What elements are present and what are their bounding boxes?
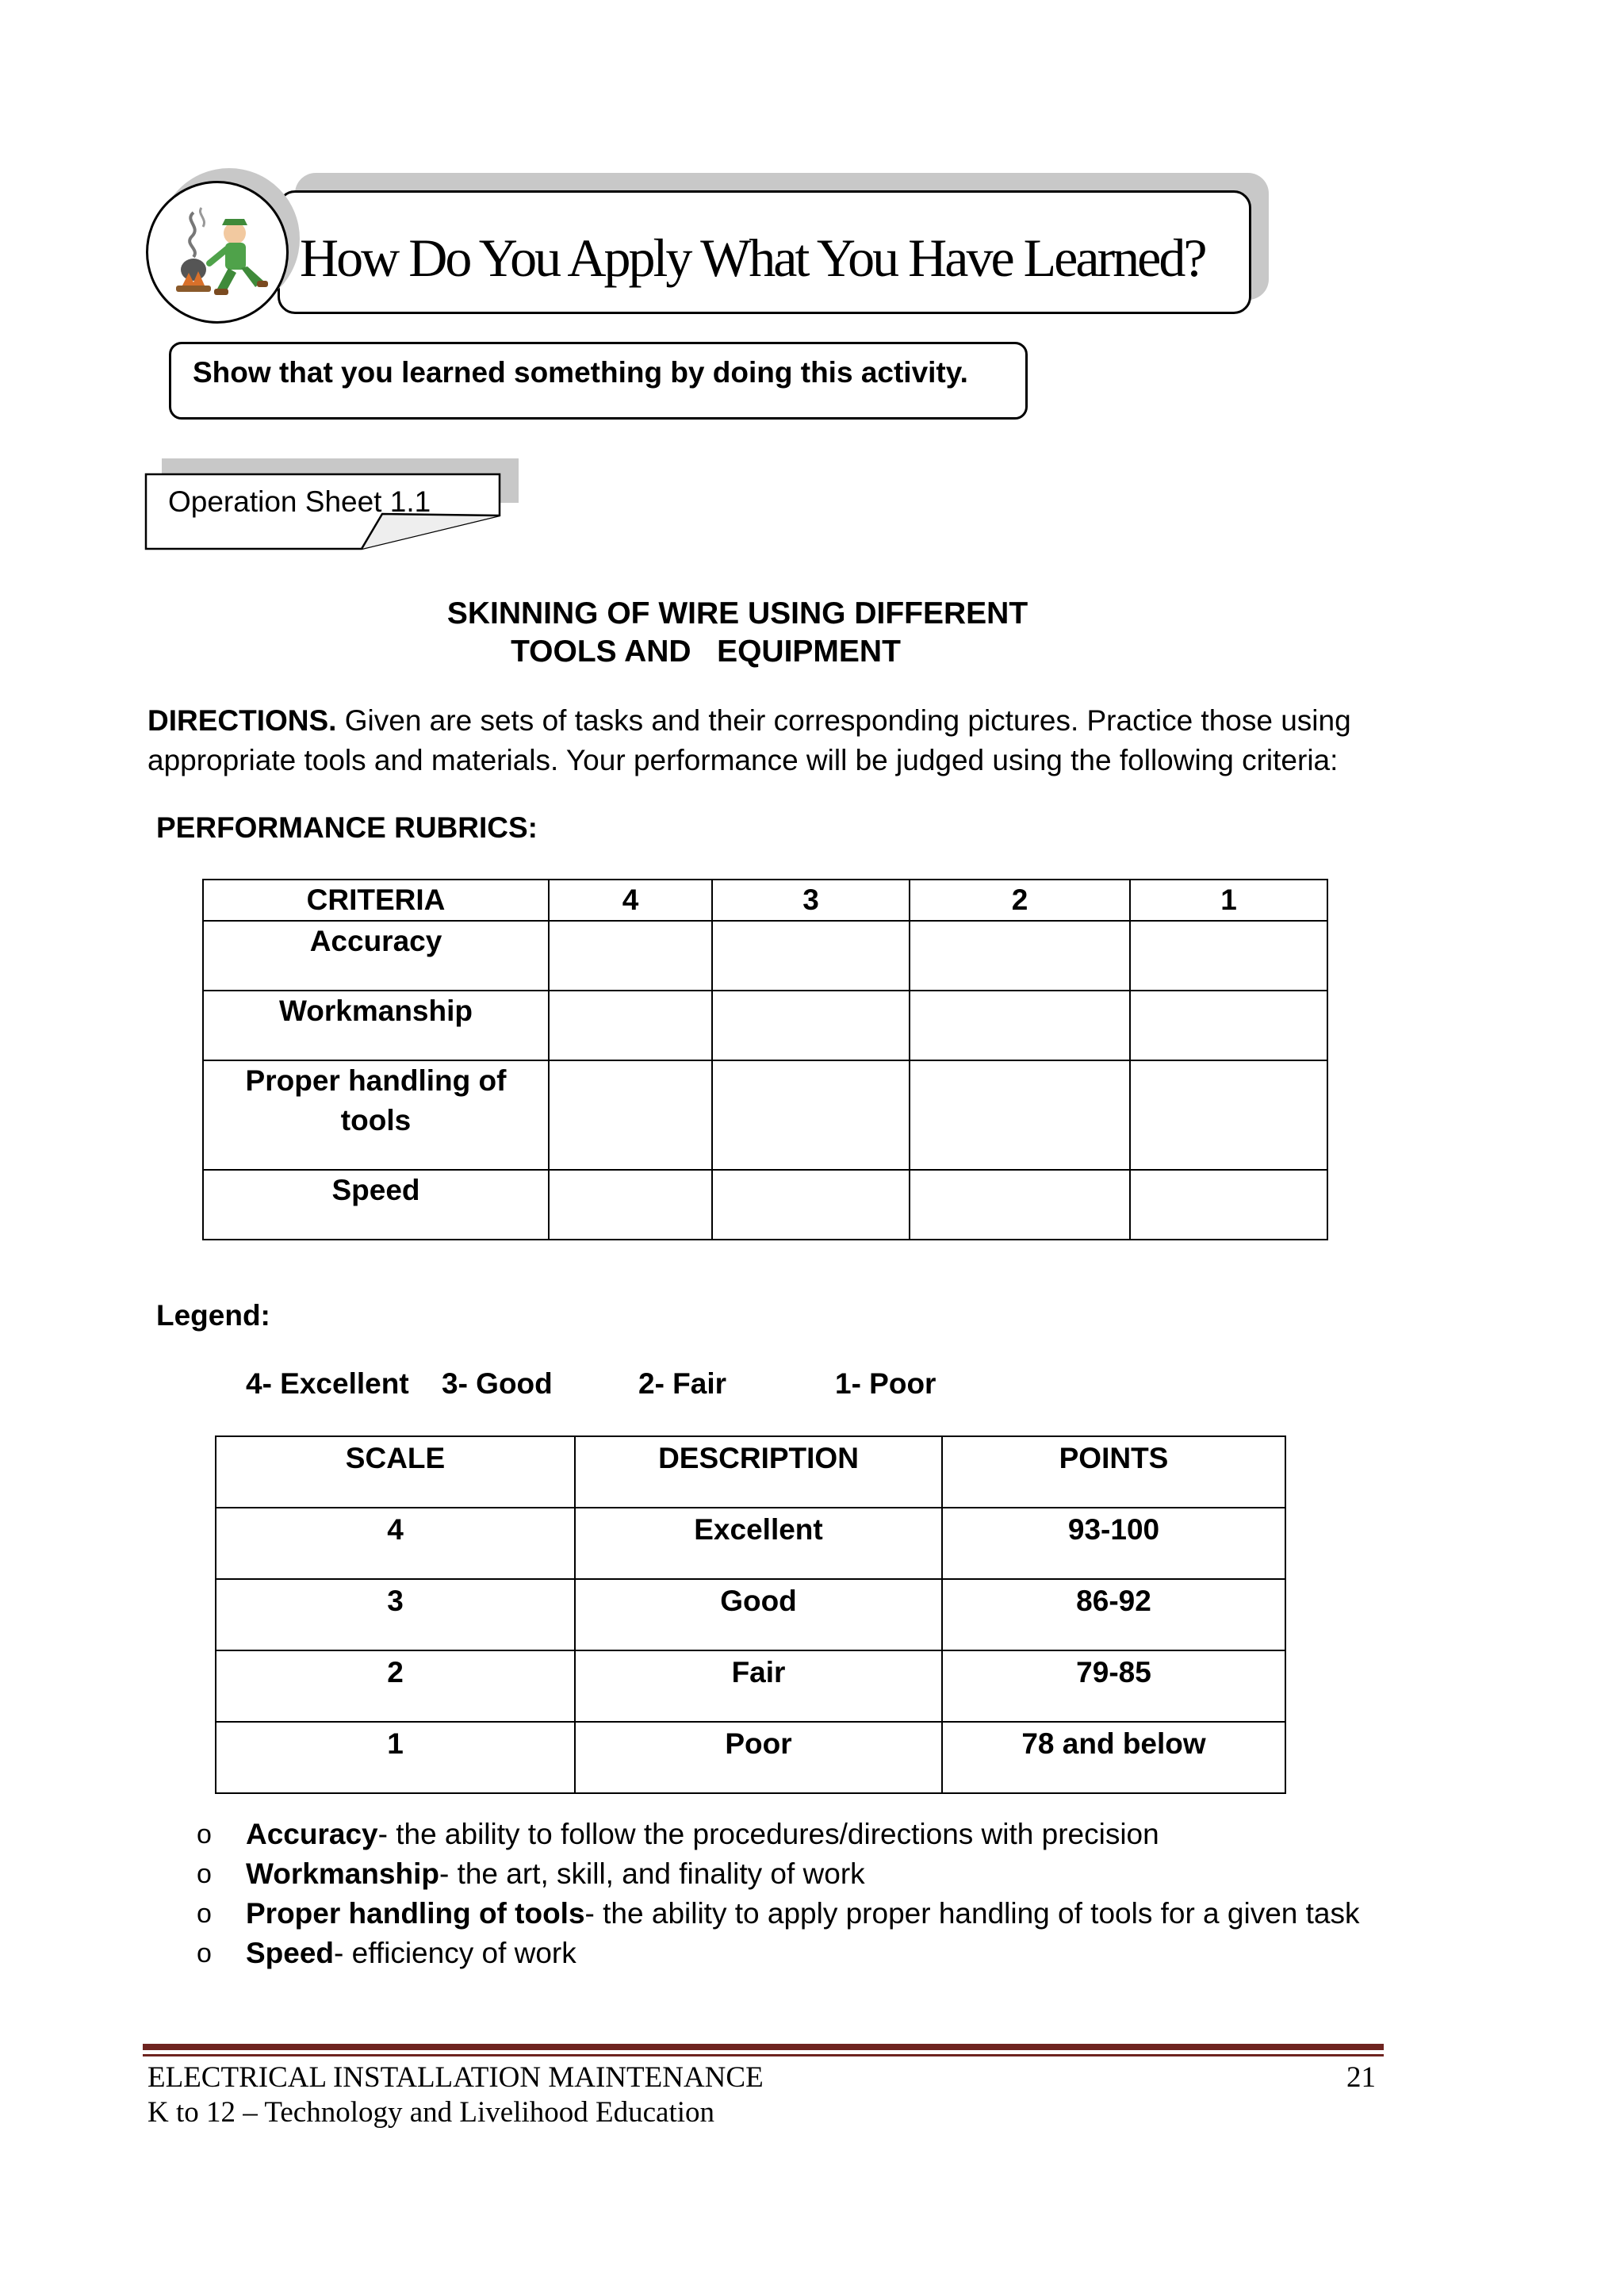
rubrics-heading: PERFORMANCE RUBRICS: — [156, 811, 538, 844]
scale-cell: 3 — [216, 1579, 575, 1650]
points-cell: 78 and below — [942, 1722, 1285, 1793]
table-row — [216, 1650, 1285, 1722]
score-cell — [712, 1170, 910, 1240]
score-cell — [549, 991, 712, 1060]
score-cell — [910, 1060, 1130, 1170]
bullet-icon: o — [197, 1899, 212, 1929]
scale-header-row — [216, 1436, 1285, 1508]
description-cell: Good — [575, 1579, 942, 1650]
list-item — [197, 1894, 1381, 1934]
operation-sheet-label: Operation Sheet 1.1 — [168, 485, 431, 518]
rubrics-header-cell: 3 — [712, 880, 910, 921]
list-item — [197, 1934, 1381, 1973]
bullet-icon: o — [197, 1819, 212, 1849]
description-cell: Poor — [575, 1722, 942, 1793]
table-row — [216, 1722, 1285, 1793]
activity-title-line1: SKINNING OF WIRE USING DIFFERENT — [446, 596, 1028, 631]
scale-cell: 2 — [216, 1650, 575, 1722]
legend-item: 3- Good — [442, 1367, 553, 1400]
legend-item: 4- Excellent — [246, 1367, 409, 1400]
scale-header-cell: POINTS — [942, 1436, 1285, 1508]
score-cell — [1130, 1060, 1327, 1170]
footer-rule — [143, 2044, 1384, 2050]
points-cell: 79-85 — [942, 1650, 1285, 1722]
rubrics-header-cell: 4 — [549, 880, 712, 921]
definition-term: Speed — [246, 1937, 335, 1969]
definition-text: - the art, skill, and finality of work — [439, 1857, 865, 1890]
directions-text: Given are sets of tasks and their corresponding pictures. Practice those using appropriate tools and materials. Your performance will be judged using the following criteria: — [147, 704, 1351, 776]
rubrics-header-cell: CRITERIA — [203, 880, 549, 921]
icon-circle — [146, 181, 289, 324]
list-item — [197, 1854, 1381, 1894]
activity-title-line2: TOOLS AND EQUIPMENT — [511, 634, 901, 669]
legend-item: 1- Poor — [835, 1367, 936, 1400]
bullet-icon: o — [197, 1859, 212, 1889]
score-cell — [910, 921, 1130, 991]
list-item — [197, 1815, 1381, 1854]
definition-text: - the ability to follow the procedures/directions with precision — [377, 1818, 1159, 1850]
points-cell: 86-92 — [942, 1579, 1285, 1650]
description-cell: Fair — [575, 1650, 942, 1722]
score-cell — [712, 991, 910, 1060]
table-row — [216, 1579, 1285, 1650]
scale-header-cell: SCALE — [216, 1436, 575, 1508]
definition-term: Accuracy — [246, 1818, 378, 1850]
table-row — [203, 1170, 1327, 1240]
rubrics-header-row — [203, 880, 1327, 921]
scout-camping-icon — [162, 197, 273, 308]
score-cell — [1130, 1170, 1327, 1240]
score-cell — [549, 921, 712, 991]
rubrics-header-cell: 1 — [1130, 880, 1327, 921]
directions-lead: DIRECTIONS. — [147, 704, 337, 737]
score-cell — [549, 1060, 712, 1170]
score-cell — [1130, 991, 1327, 1060]
criteria-cell: Speed — [203, 1170, 549, 1240]
page-number: 21 — [1346, 2061, 1376, 2094]
description-cell: Excellent — [575, 1508, 942, 1579]
scale-cell: 4 — [216, 1508, 575, 1579]
score-cell — [549, 1170, 712, 1240]
criteria-definitions — [197, 1815, 1381, 1973]
scale-header-cell: DESCRIPTION — [575, 1436, 942, 1508]
definition-text: - the ability to apply proper handling of tools for a given task — [584, 1897, 1360, 1930]
criteria-cell: Proper handling of tools — [203, 1060, 549, 1170]
score-cell — [712, 1060, 910, 1170]
criteria-cell: Accuracy — [203, 921, 549, 991]
criteria-cell: Workmanship — [203, 991, 549, 1060]
directions-paragraph — [147, 701, 1385, 780]
score-cell — [1130, 921, 1327, 991]
definition-text: - efficiency of work — [334, 1937, 576, 1969]
table-row — [203, 1060, 1327, 1170]
footer-program: K to 12 – Technology and Livelihood Education — [147, 2096, 715, 2129]
score-cell — [910, 991, 1130, 1060]
scale-cell: 1 — [216, 1722, 575, 1793]
bullet-icon: o — [197, 1938, 212, 1968]
footer-rule-thin — [143, 2054, 1384, 2056]
instruction-text: Show that you learned something by doing this activity. — [193, 356, 968, 389]
section-title: How Do You Apply What You Have Learned? — [300, 228, 1205, 288]
score-cell — [712, 921, 910, 991]
table-row — [203, 921, 1327, 991]
table-row — [216, 1508, 1285, 1579]
score-cell — [910, 1170, 1130, 1240]
table-row — [203, 991, 1327, 1060]
definition-term: Proper handling of tools — [246, 1897, 585, 1930]
rubrics-table — [202, 879, 1328, 1240]
scale-table — [215, 1435, 1286, 1794]
points-cell: 93-100 — [942, 1508, 1285, 1579]
definition-term: Workmanship — [246, 1857, 439, 1890]
footer-course: ELECTRICAL INSTALLATION MAINTENANCE — [147, 2061, 764, 2094]
legend-heading: Legend: — [156, 1299, 270, 1332]
rubrics-header-cell: 2 — [910, 880, 1130, 921]
legend-item: 2- Fair — [638, 1367, 727, 1400]
